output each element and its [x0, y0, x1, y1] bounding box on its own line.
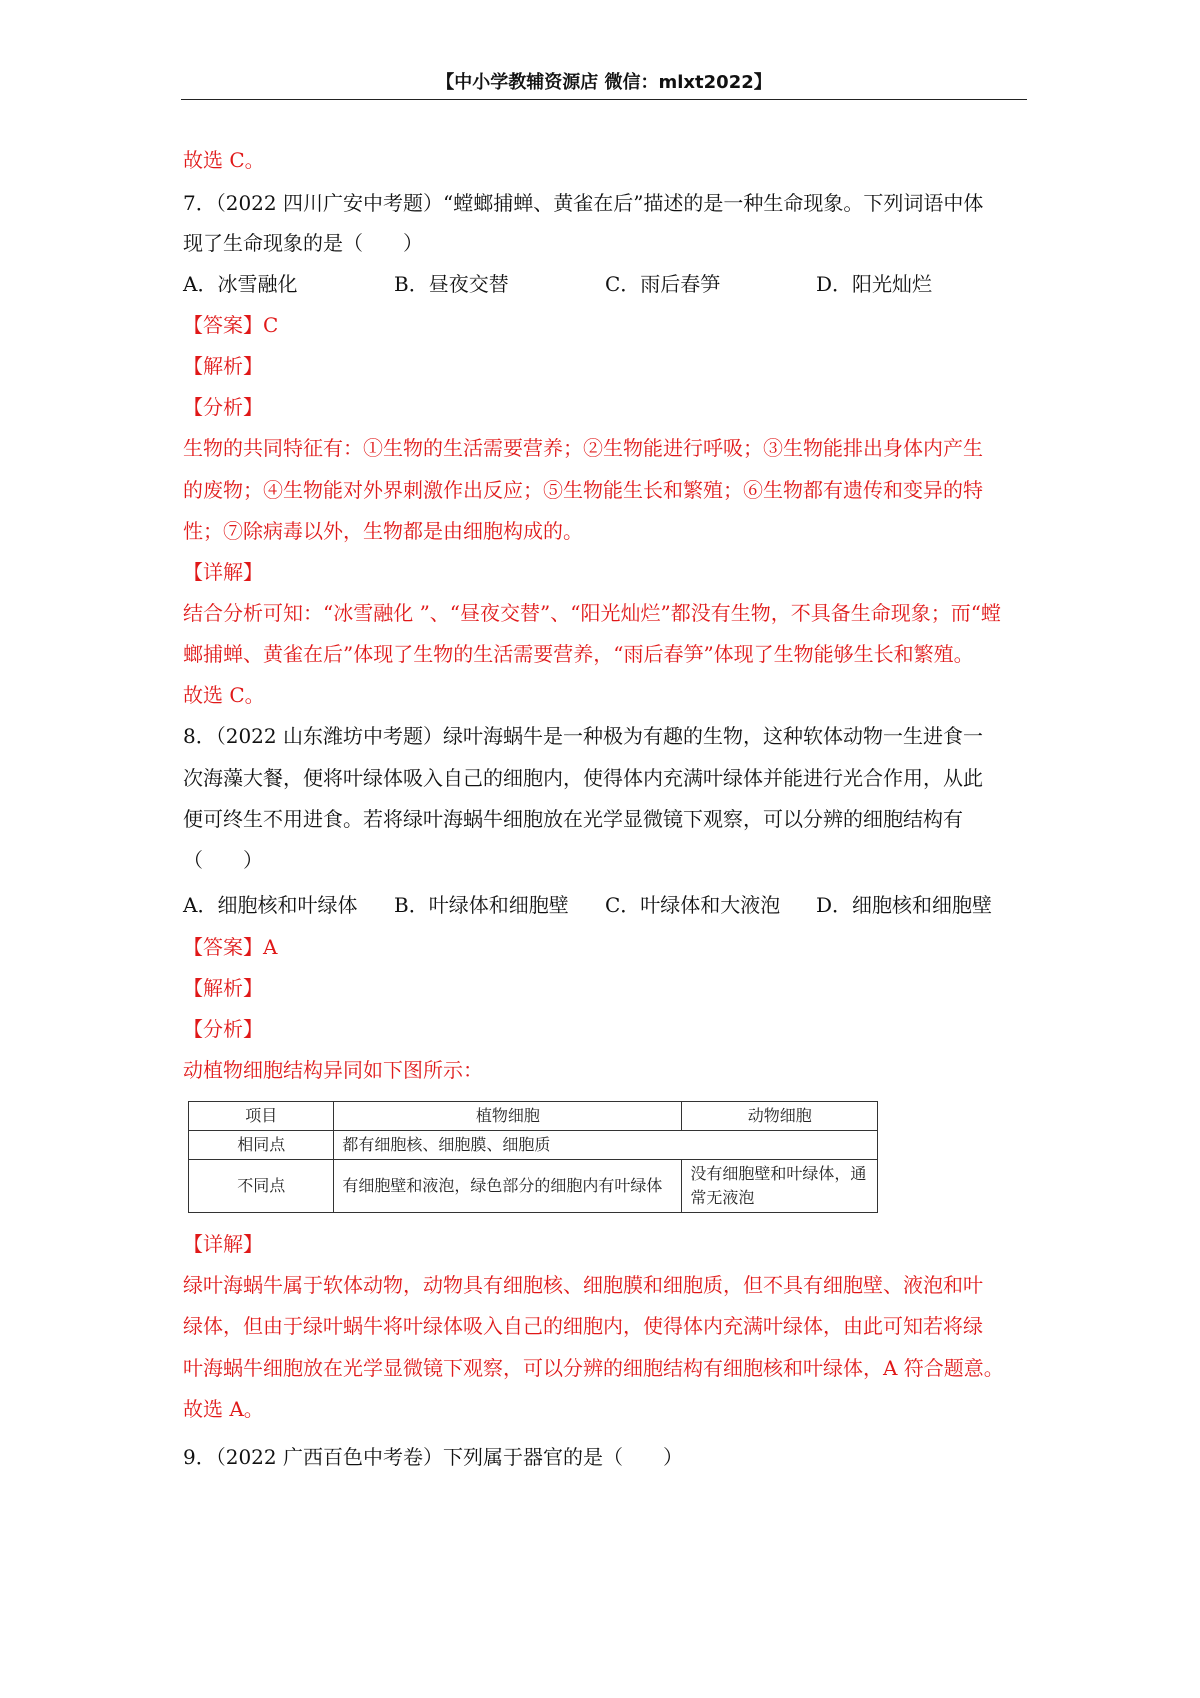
table-cell: 不同点 [189, 1160, 334, 1213]
analysis-text: 动植物细胞结构异同如下图所示： [183, 1058, 483, 1082]
option-c: C．雨后春笋 [605, 272, 721, 296]
analysis-sub-label: 【分析】 [183, 1017, 263, 1041]
table-cell: 相同点 [189, 1131, 334, 1160]
table-cell: 有细胞壁和液泡，绿色部分的细胞内有叶绿体 [334, 1160, 682, 1213]
conclusion-line: 故选 C。 [183, 148, 265, 172]
header-divider [181, 99, 1027, 100]
answer-label: 【答案】A [183, 935, 278, 959]
table-header-row [189, 1102, 878, 1131]
detail-text: 叶海蜗牛细胞放在光学显微镜下观察，可以分辨的细胞结构有细胞核和叶绿体，A 符合题意。 [183, 1356, 1004, 1380]
option-b: B．叶绿体和细胞壁 [394, 893, 569, 917]
analysis-text: 生物的共同特征有：①生物的生活需要营养；②生物能进行呼吸；③生物能排出身体内产生 [183, 436, 983, 460]
detail-label: 【详解】 [183, 1232, 263, 1256]
analysis-text: 性；⑦除病毒以外，生物都是由细胞构成的。 [183, 519, 583, 543]
table-row [189, 1131, 878, 1160]
conclusion-line: 故选 C。 [183, 683, 265, 707]
question-8-stem-cont: 便可终生不用进食。若将绿叶海蜗牛细胞放在光学显微镜下观察，可以分辨的细胞结构有 [183, 807, 963, 831]
analysis-label: 【解析】 [183, 354, 263, 378]
analysis-sub-label: 【分析】 [183, 395, 263, 419]
question-9-stem: 9．（2022 广西百色中考卷）下列属于器官的是（ ） [183, 1445, 683, 1469]
table-cell: 都有细胞核、细胞膜、细胞质 [334, 1131, 878, 1160]
table-header-cell: 动物细胞 [682, 1102, 878, 1131]
question-8-stem-cont: 次海藻大餐，便将叶绿体吸入自己的细胞内，使得体内充满叶绿体并能进行光合作用，从此 [183, 766, 983, 790]
option-a: A．细胞核和叶绿体 [183, 893, 358, 917]
conclusion-line: 故选 A。 [183, 1397, 264, 1421]
cell-comparison-table [188, 1101, 878, 1213]
option-b: B．昼夜交替 [394, 272, 509, 296]
question-8-stem: 8．（2022 山东潍坊中考题）绿叶海蜗牛是一种极为有趣的生物，这种软体动物一生进食一 [183, 724, 983, 748]
question-7-stem: 7．（2022 四川广安中考题）“螳螂捕蝉、黄雀在后”描述的是一种生命现象。下列词语中体 [183, 191, 984, 215]
answer-label: 【答案】C [183, 313, 279, 337]
table-row [189, 1160, 878, 1213]
analysis-label: 【解析】 [183, 976, 263, 1000]
detail-text: 绿叶海蜗牛属于软体动物，动物具有细胞核、细胞膜和细胞质，但不具有细胞壁、液泡和叶 [183, 1273, 983, 1297]
question-8-blank: （ ） [183, 848, 263, 872]
option-d: D．阳光灿烂 [816, 272, 933, 296]
analysis-text: 的废物；④生物能对外界刺激作出反应；⑤生物能生长和繁殖；⑥生物都有遗传和变异的特 [183, 478, 983, 502]
page-header: 【中小学教辅资源店 微信：mlxt2022】 [436, 72, 772, 93]
table-cell: 没有细胞壁和叶绿体，通常无液泡 [682, 1160, 878, 1213]
question-7-stem-cont: 现了生命现象的是（ ） [183, 231, 423, 255]
detail-text: 绿体，但由于绿叶蜗牛将叶绿体吸入自己的细胞内，使得体内充满叶绿体，由此可知若将绿 [183, 1314, 983, 1338]
detail-text: 螂捕蝉、黄雀在后”体现了生物的生活需要营养，“雨后春笋”体现了生物能够生长和繁殖。 [183, 642, 974, 666]
detail-label: 【详解】 [183, 560, 263, 584]
option-c: C．叶绿体和大液泡 [605, 893, 781, 917]
option-d: D．细胞核和细胞壁 [816, 893, 993, 917]
option-a: A．冰雪融化 [183, 272, 298, 296]
table-header-cell: 项目 [189, 1102, 334, 1131]
detail-text: 结合分析可知：“冰雪融化 ”、“昼夜交替”、“阳光灿烂”都没有生物，不具备生命现象；而“螳 [183, 601, 1001, 625]
table-header-cell: 植物细胞 [334, 1102, 682, 1131]
